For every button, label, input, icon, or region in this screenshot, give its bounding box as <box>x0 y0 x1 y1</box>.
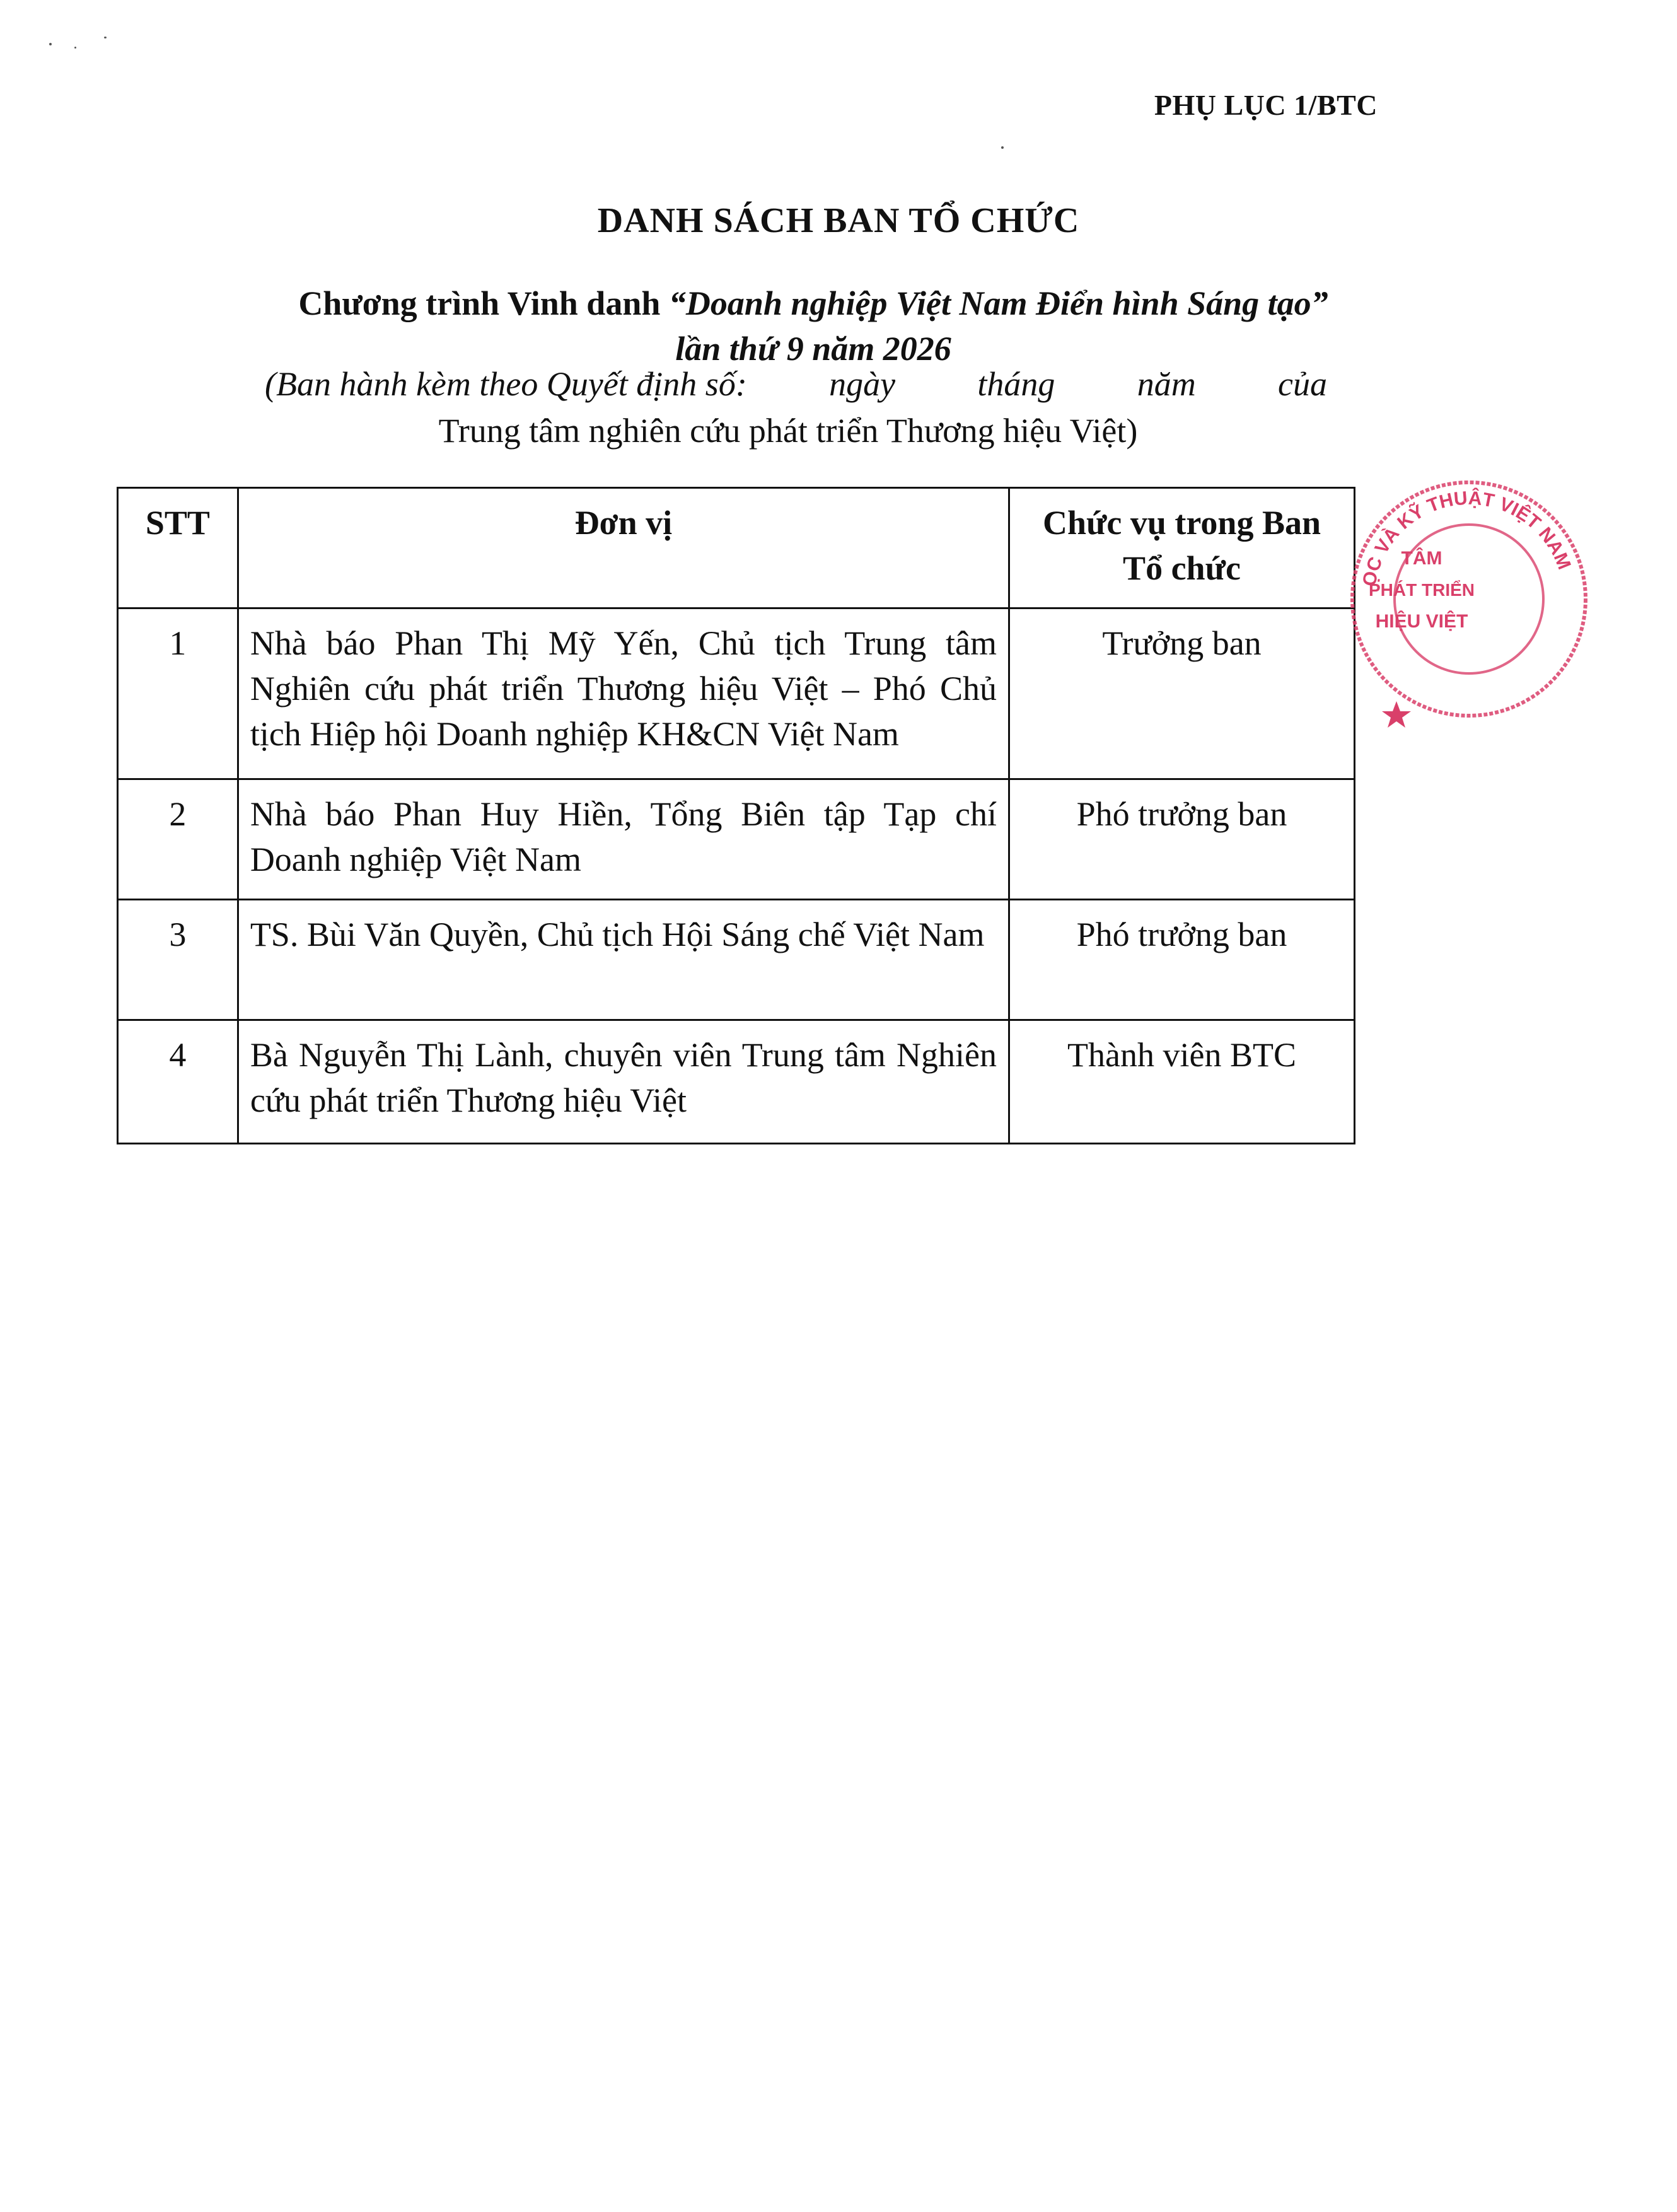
program-lead: Chương trình Vinh danh <box>298 284 661 322</box>
document-title: DANH SÁCH BAN TỔ CHỨC <box>597 201 1080 240</box>
row-unit: Nhà báo Phan Huy Hiền, Tổng Biên tập Tạp chí Doanh nghiệp Việt Nam <box>238 779 1009 900</box>
row-role: Phó trưởng ban <box>1009 779 1355 900</box>
program-edition: lần thứ 9 năm 2026 <box>675 330 951 368</box>
seal-line-3: HIỆU VIỆT <box>1375 611 1468 632</box>
scan-speck <box>74 47 76 49</box>
seal-line-1: TÂM <box>1401 548 1442 569</box>
decision-year: năm <box>1137 365 1196 403</box>
appendix-label: PHỤ LỤC 1/BTC <box>1154 89 1378 121</box>
row-stt: 2 <box>118 779 238 900</box>
table-row <box>118 779 1355 900</box>
decision-issued: (Ban hành kèm theo Quyết định số: <box>265 365 747 403</box>
decision-line <box>265 364 1327 404</box>
scan-speck <box>104 37 107 38</box>
header-stt: STT <box>118 488 238 608</box>
table-header-row <box>118 488 1355 608</box>
decision-month: tháng <box>977 365 1055 403</box>
row-role: Trưởng ban <box>1009 608 1355 779</box>
row-unit: Bà Nguyễn Thị Lành, chuyên viên Trung tâm Nghiên cứu phát triển Thương hiệu Việt <box>238 1020 1009 1144</box>
table-row <box>118 608 1355 779</box>
seal-stamp <box>1337 467 1601 731</box>
seal-ring-path: ỌC VÀ KỸ THUẬT VIỆT NAM <box>1359 487 1575 588</box>
row-stt: 4 <box>118 1020 238 1144</box>
scan-speck <box>1001 146 1004 149</box>
decision-day: ngày <box>829 365 896 403</box>
program-name <box>240 281 1387 371</box>
row-stt: 3 <box>118 900 238 1020</box>
decision-of: của <box>1277 365 1327 403</box>
table-row <box>118 1020 1355 1144</box>
table-row <box>118 900 1355 1020</box>
row-role: Phó trưởng ban <box>1009 900 1355 1020</box>
seal-line-2: PHÁT TRIỂN <box>1369 580 1475 600</box>
row-stt: 1 <box>118 608 238 779</box>
seal-star-icon <box>1382 701 1411 728</box>
seal-ring-text <box>1359 487 1574 588</box>
header-unit: Đơn vị <box>238 488 1009 608</box>
row-unit: TS. Bùi Văn Quyền, Chủ tịch Hội Sáng chế Việt Nam <box>238 900 1009 1020</box>
decision-issuer: Trung tâm nghiên cứu phát triển Thương hiệu Việt) <box>438 412 1138 450</box>
committee-table <box>117 487 1355 1144</box>
program-title: “Doanh nghiệp Việt Nam Điển hình Sáng tạo” <box>668 284 1328 322</box>
row-unit: Nhà báo Phan Thị Mỹ Yến, Chủ tịch Trung tâm Nghiên cứu phát triển Thương hiệu Việt – Phó Chủ tịch Hiệp hội Doanh nghiệp KH&CN Việt Nam <box>238 608 1009 779</box>
scan-speck <box>49 43 52 45</box>
header-role: Chức vụ trong Ban Tổ chức <box>1009 488 1355 608</box>
row-role: Thành viên BTC <box>1009 1020 1355 1144</box>
